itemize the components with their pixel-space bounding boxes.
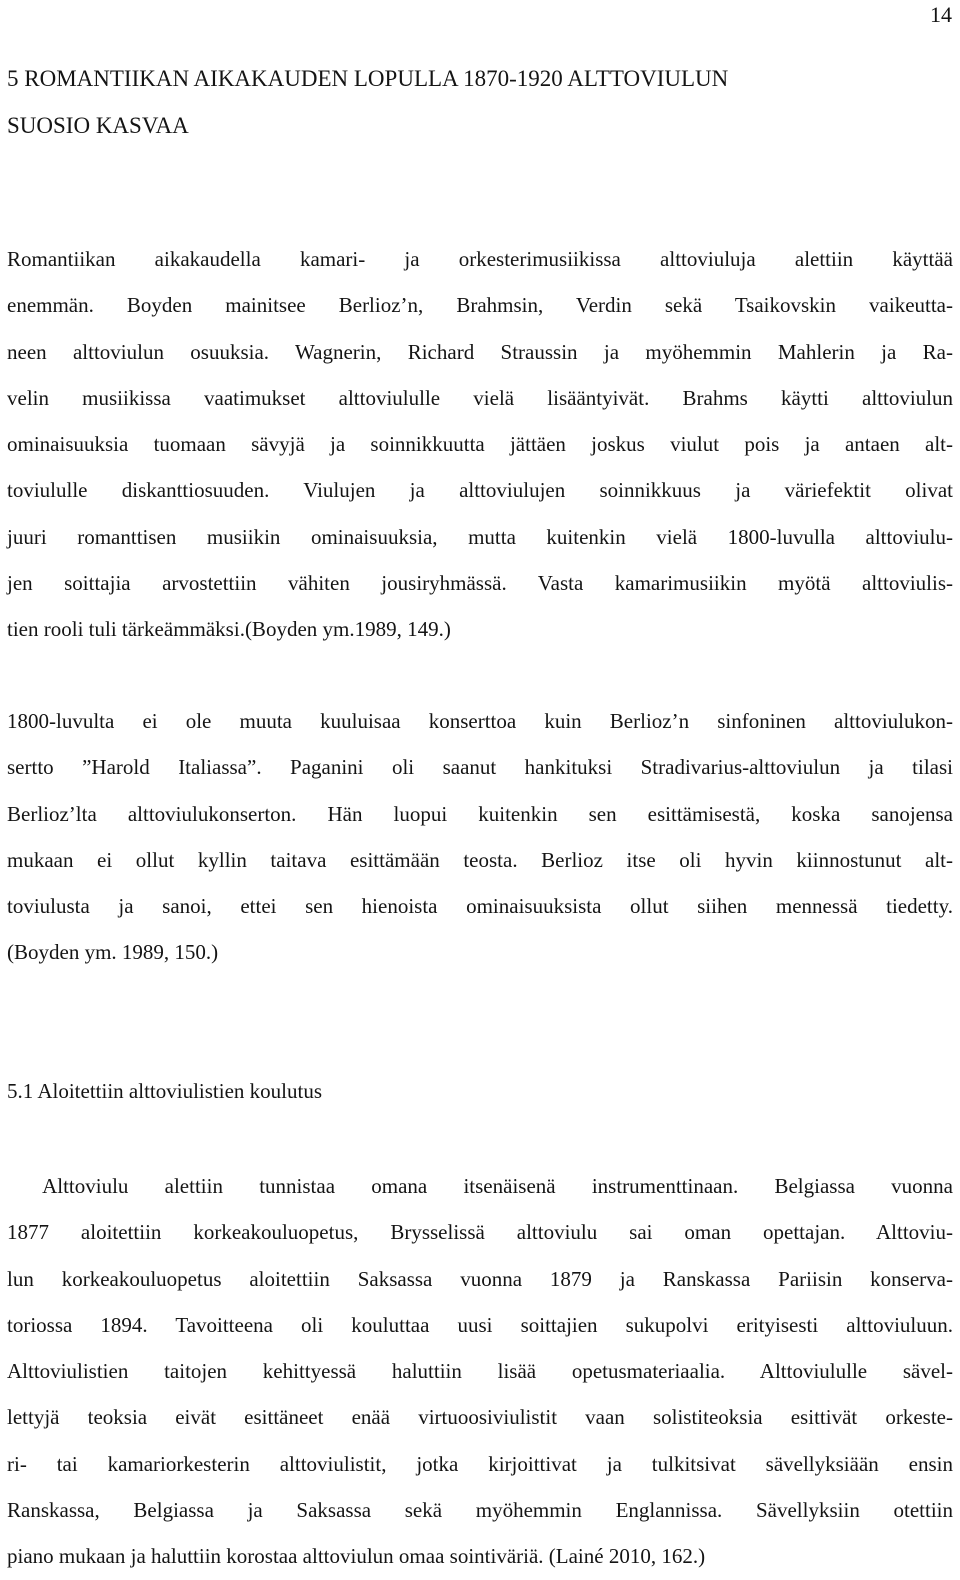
- paragraph-line: ri- tai kamariorkesterin alttoviulistit, jotka kirjoittivat ja tulkitsivat sävellyksiään ensin: [7, 1451, 953, 1476]
- paragraph-line: jen soittajia arvostettiin vähiten jousiryhmässä. Vasta kamarimusiikin myötä alttoviulis-: [7, 571, 953, 596]
- paragraph-line: (Boyden ym. 1989, 150.): [7, 940, 219, 965]
- paragraph-line: lun korkeakouluopetus aloitettiin Saksassa vuonna 1879 ja Ranskassa Pariisin konserva-: [7, 1266, 953, 1291]
- paragraph-line: toriossa 1894. Tavoitteena oli kouluttaa uusi soittajien sukupolvi erityisesti alttoviuluun.: [7, 1312, 953, 1337]
- paragraph-line: tien rooli tuli tärkeämmäksi.(Boyden ym.1989, 149.): [7, 617, 451, 642]
- paragraph-line: toviululle diskanttiosuuden. Viulujen ja alttoviulujen soinnikkuus ja väriefektit olivat: [7, 478, 953, 503]
- paragraph-line: mukaan ei ollut kyllin taitava esittämään teosta. Berlioz itse oli hyvin kiinnostunut alt-: [7, 847, 953, 872]
- paragraph-line: juuri romanttisen musiikin ominaisuuksia, mutta kuitenkin vielä 1800-luvulla alttoviulu-: [7, 524, 953, 549]
- chapter-heading-line: 5 ROMANTIIKAN AIKAKAUDEN LOPULLA 1870-1920 ALTTOVIULUN: [7, 66, 729, 91]
- paragraph-line: piano mukaan ja haluttiin korostaa alttoviulun omaa sointiväriä. (Lainé 2010, 162.): [7, 1544, 706, 1569]
- chapter-heading: [7, 55, 907, 149]
- paragraph-line: toviulusta ja sanoi, ettei sen hienoista ominaisuuksista ollut siihen mennessä tiedetty.: [7, 894, 953, 919]
- paragraph-line: velin musiikissa vaatimukset alttoviululle vielä lisääntyivät. Brahms käytti alttoviulun: [7, 385, 953, 410]
- paragraph-line: neen alttoviulun osuuksia. Wagnerin, Richard Straussin ja myöhemmin Mahlerin ja Ra-: [7, 339, 953, 364]
- paragraph-line: Romantiikan aikakaudella kamari- ja orkesterimusiikissa alttoviuluja alettiin käyttää: [7, 247, 953, 271]
- chapter-heading-line: SUOSIO KASVAA: [7, 113, 189, 138]
- paragraph-line: sertto ”Harold Italiassa”. Paganini oli saanut hankituksi Stradivarius-alttoviulun ja tilasi: [7, 755, 953, 780]
- paragraph-line: 1800-luvulta ei ole muuta kuuluisaa konserttoa kuin Berlioz’n sinfoninen alttoviulukon-: [7, 709, 953, 733]
- paragraph-line: Alttoviulistien taitojen kehittyessä haluttiin lisää opetusmateriaalia. Alttoviululle sävel-: [7, 1359, 953, 1384]
- paragraph-viola-education: [7, 1163, 953, 1580]
- paragraph-line: Alttoviulu alettiin tunnistaa omana itsenäisenä instrumenttinaan. Belgiassa vuonna: [7, 1174, 953, 1198]
- paragraph-line: enemmän. Boyden mainitsee Berlioz’n, Brahmsin, Verdin sekä Tsaikovskin vaikeutta-: [7, 293, 953, 318]
- paragraph-line: 1877 aloitettiin korkeakouluopetus, Brysselissä alttoviulu sai oman opettajan. Alttoviu-: [7, 1220, 953, 1245]
- paragraph-line: Ranskassa, Belgiassa ja Saksassa sekä myöhemmin Englannissa. Sävellyksiin otettiin: [7, 1498, 953, 1523]
- paragraph-romantic-era: [7, 236, 953, 653]
- paragraph-line: ominaisuuksia tuomaan sävyjä ja soinnikkuutta jättäen joskus viulut pois ja antaen alt-: [7, 432, 953, 457]
- page-number: 14: [930, 2, 952, 27]
- section-heading: 5.1 Aloitettiin alttoviulistien koulutus: [7, 1079, 322, 1103]
- paragraph-line: Berlioz’lta alttoviulukonserton. Hän luopui kuitenkin sen esittämisestä, koska sanojensa: [7, 801, 953, 826]
- paragraph-line: lettyjä teoksia eivät esittäneet enää virtuoosiviulistit vaan solistiteoksia esittivät orkeste-: [7, 1405, 953, 1430]
- paragraph-harold-in-italy: [7, 698, 953, 976]
